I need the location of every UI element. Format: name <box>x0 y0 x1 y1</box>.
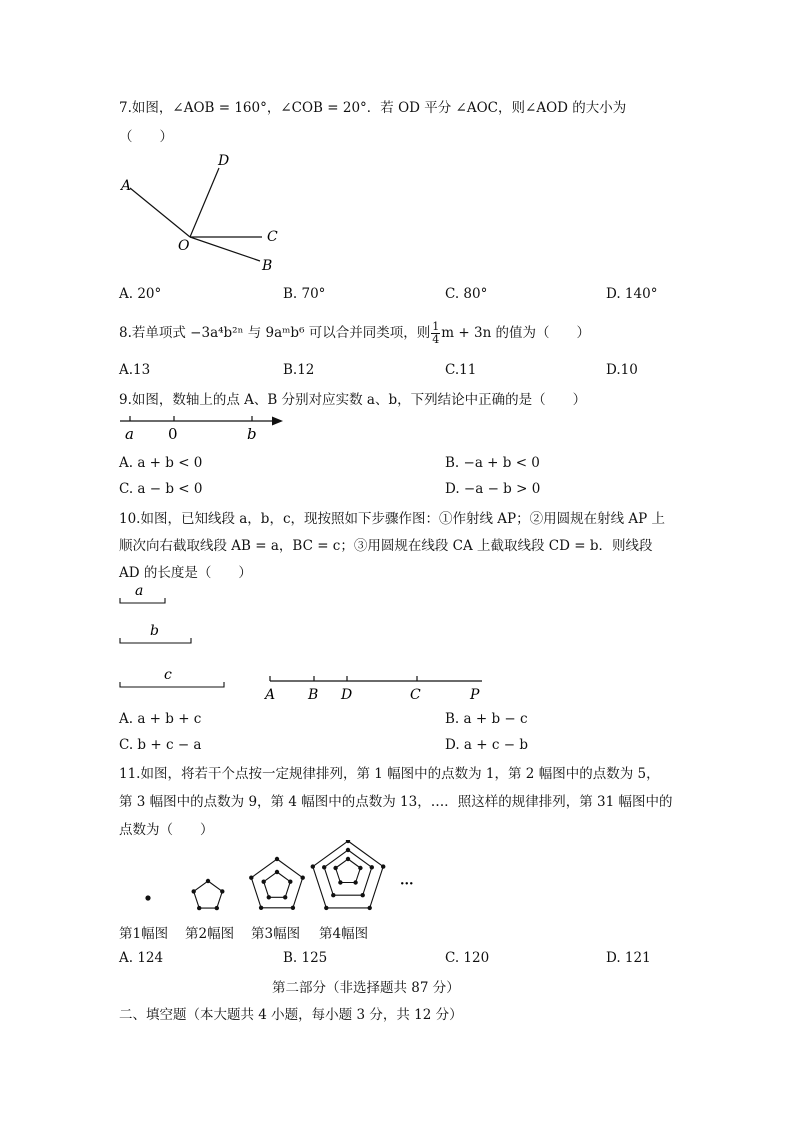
pentagon-ring-2 <box>251 859 302 908</box>
vertex-dot <box>370 865 374 869</box>
q11-option-b[interactable]: B. 125 <box>283 950 328 966</box>
figure-4-pentagons <box>311 840 386 910</box>
arrow-head-icon <box>272 417 283 426</box>
ellipsis: ··· <box>400 877 414 892</box>
q8-stem-part1: 8.若单项式 −3a⁴b²ⁿ 与 9aᵐb⁶ 可以合并同类项，则 <box>119 325 431 341</box>
segment-a-label: a <box>135 583 144 599</box>
caption-figure-3: 第3幅图 <box>251 926 301 942</box>
q10-option-c[interactable]: C. b + c − a <box>119 737 202 753</box>
q9-number-line <box>115 408 290 444</box>
q10-line-1: 10.如图，已知线段 a，b，c，现按照如下步骤作图：①作射线 AP；②用圆规在射线 AP 上 <box>119 511 666 527</box>
q7-option-b[interactable]: B. 70° <box>283 286 326 302</box>
q7-option-a[interactable]: A. 20° <box>119 286 162 302</box>
q8-option-a[interactable]: A.13 <box>119 362 151 378</box>
vertex-dot <box>275 857 279 861</box>
q9-option-a[interactable]: A. a + b < 0 <box>119 455 203 471</box>
label-c: C <box>267 229 278 245</box>
q8-option-b[interactable]: B.12 <box>283 362 315 378</box>
vertex-dot <box>220 889 224 893</box>
pentagon-ring-1 <box>264 872 291 897</box>
figure-2-pentagon <box>192 879 225 911</box>
label-a: A <box>265 687 276 703</box>
q8-option-c[interactable]: C.11 <box>445 362 477 378</box>
label-p: P <box>470 687 480 703</box>
ray-oa <box>130 188 190 237</box>
vertex-dot <box>311 864 315 868</box>
q8-option-d[interactable]: D.10 <box>606 362 638 378</box>
segment-b-label: b <box>150 623 159 639</box>
label-zero: 0 <box>168 425 178 443</box>
caption-figure-4: 第4幅图 <box>319 926 369 942</box>
vertex-dot <box>283 895 287 899</box>
vertex-dot <box>324 906 328 910</box>
q9-option-c[interactable]: C. a − b < 0 <box>119 481 203 497</box>
part-two-heading: 第二部分（非选择题共 87 分） <box>272 980 460 996</box>
label-a: a <box>125 425 134 443</box>
vertex-dot <box>291 906 295 910</box>
figure-1-dot <box>145 895 150 900</box>
ray-od <box>190 168 219 237</box>
vertex-dot <box>346 857 350 861</box>
q7-option-c[interactable]: C. 80° <box>445 286 488 302</box>
vertex-dot <box>353 880 357 884</box>
q11-pattern-figure <box>135 840 435 920</box>
q11-line-1: 11.如图，将若干个点按一定规律排列，第 1 幅图中的点数为 1，第 2 幅图中的点数为 5， <box>119 766 660 782</box>
q8-fraction: $\frac{1}{4}$ <box>432 320 440 346</box>
q9-option-b[interactable]: B. −a + b < 0 <box>445 455 540 471</box>
vertex-dot <box>192 889 196 893</box>
q9-stem: 9.如图，数轴上的点 A、B 分别对应实数 a、b，下列结论中正确的是（ ） <box>119 392 587 408</box>
section-two-heading: 二、填空题（本大题共 4 小题，每小题 3 分，共 12 分） <box>119 1007 463 1023</box>
pentagon-ring-1 <box>336 859 361 883</box>
vertex-dot <box>346 848 350 852</box>
label-d: D <box>218 153 230 169</box>
label-b: b <box>247 425 257 443</box>
vertex-dot <box>301 876 305 880</box>
pentagon-ring-1 <box>194 881 223 908</box>
vertex-dot <box>368 906 372 910</box>
q11-option-c[interactable]: C. 120 <box>445 950 490 966</box>
caption-figure-2: 第2幅图 <box>185 926 235 942</box>
q11-line-2: 第 3 幅图中的点数为 9，第 4 幅图中的点数为 13，…．照这样的规律排列，第 31 幅图中的 <box>119 794 673 810</box>
pentagon-ring-2 <box>324 850 372 895</box>
vertex-dot <box>267 895 271 899</box>
vertex-dot <box>197 906 201 910</box>
q11-option-d[interactable]: D. 121 <box>606 950 651 966</box>
vertex-dot <box>259 906 263 910</box>
q10-option-a[interactable]: A. a + b + c <box>119 711 202 727</box>
vertex-dot <box>333 866 337 870</box>
vertex-dot <box>206 879 210 883</box>
vertex-dot <box>288 880 292 884</box>
label-a: A <box>121 178 132 194</box>
vertex-dot <box>322 865 326 869</box>
vertex-dot <box>338 880 342 884</box>
vertex-dot <box>358 866 362 870</box>
label-b: B <box>262 258 273 274</box>
q8-stem <box>119 321 590 346</box>
q10-ray-figure <box>262 672 492 706</box>
caption-figure-1: 第1幅图 <box>119 926 169 942</box>
q7-option-d[interactable]: D. 140° <box>606 286 658 302</box>
segment-c <box>120 682 224 687</box>
label-c: C <box>410 687 421 703</box>
label-b: B <box>308 687 319 703</box>
q10-option-b[interactable]: B. a + b − c <box>445 711 528 727</box>
segment-c-label: c <box>164 667 172 683</box>
q7-paren: （ ） <box>119 129 173 145</box>
q10-option-d[interactable]: D. a + c − b <box>445 737 528 753</box>
vertex-dot <box>331 893 335 897</box>
q10-line-2: 顺次向右截取线段 AB = a，BC = c；③用圆规在线段 CA 上截取线段 CD = b．则线段 <box>119 538 653 554</box>
vertex-dot <box>381 864 385 868</box>
vertex-dot <box>361 893 365 897</box>
vertex-dot <box>275 870 279 874</box>
label-o: O <box>178 238 190 254</box>
q11-line-3: 点数为（ ） <box>119 822 214 838</box>
figure-3-pentagons <box>249 857 305 910</box>
q10-given-segments <box>115 580 235 695</box>
ray-ob <box>190 237 260 261</box>
vertex-dot <box>249 876 253 880</box>
q11-option-a[interactable]: A. 124 <box>119 950 164 966</box>
q9-option-d[interactable]: D. −a − b > 0 <box>445 481 541 497</box>
vertex-dot <box>215 906 219 910</box>
label-d: D <box>341 687 353 703</box>
q7-angle-figure <box>110 148 310 278</box>
q7-stem: 7.如图，∠AOB = 160°，∠COB = 20°．若 OD 平分 ∠AOC，则∠AOD 的大小为 <box>119 100 627 116</box>
q10-line-3: AD 的长度是（ ） <box>119 565 252 581</box>
q8-stem-part2: m + 3n 的值为（ ） <box>441 325 591 341</box>
vertex-dot <box>262 880 266 884</box>
